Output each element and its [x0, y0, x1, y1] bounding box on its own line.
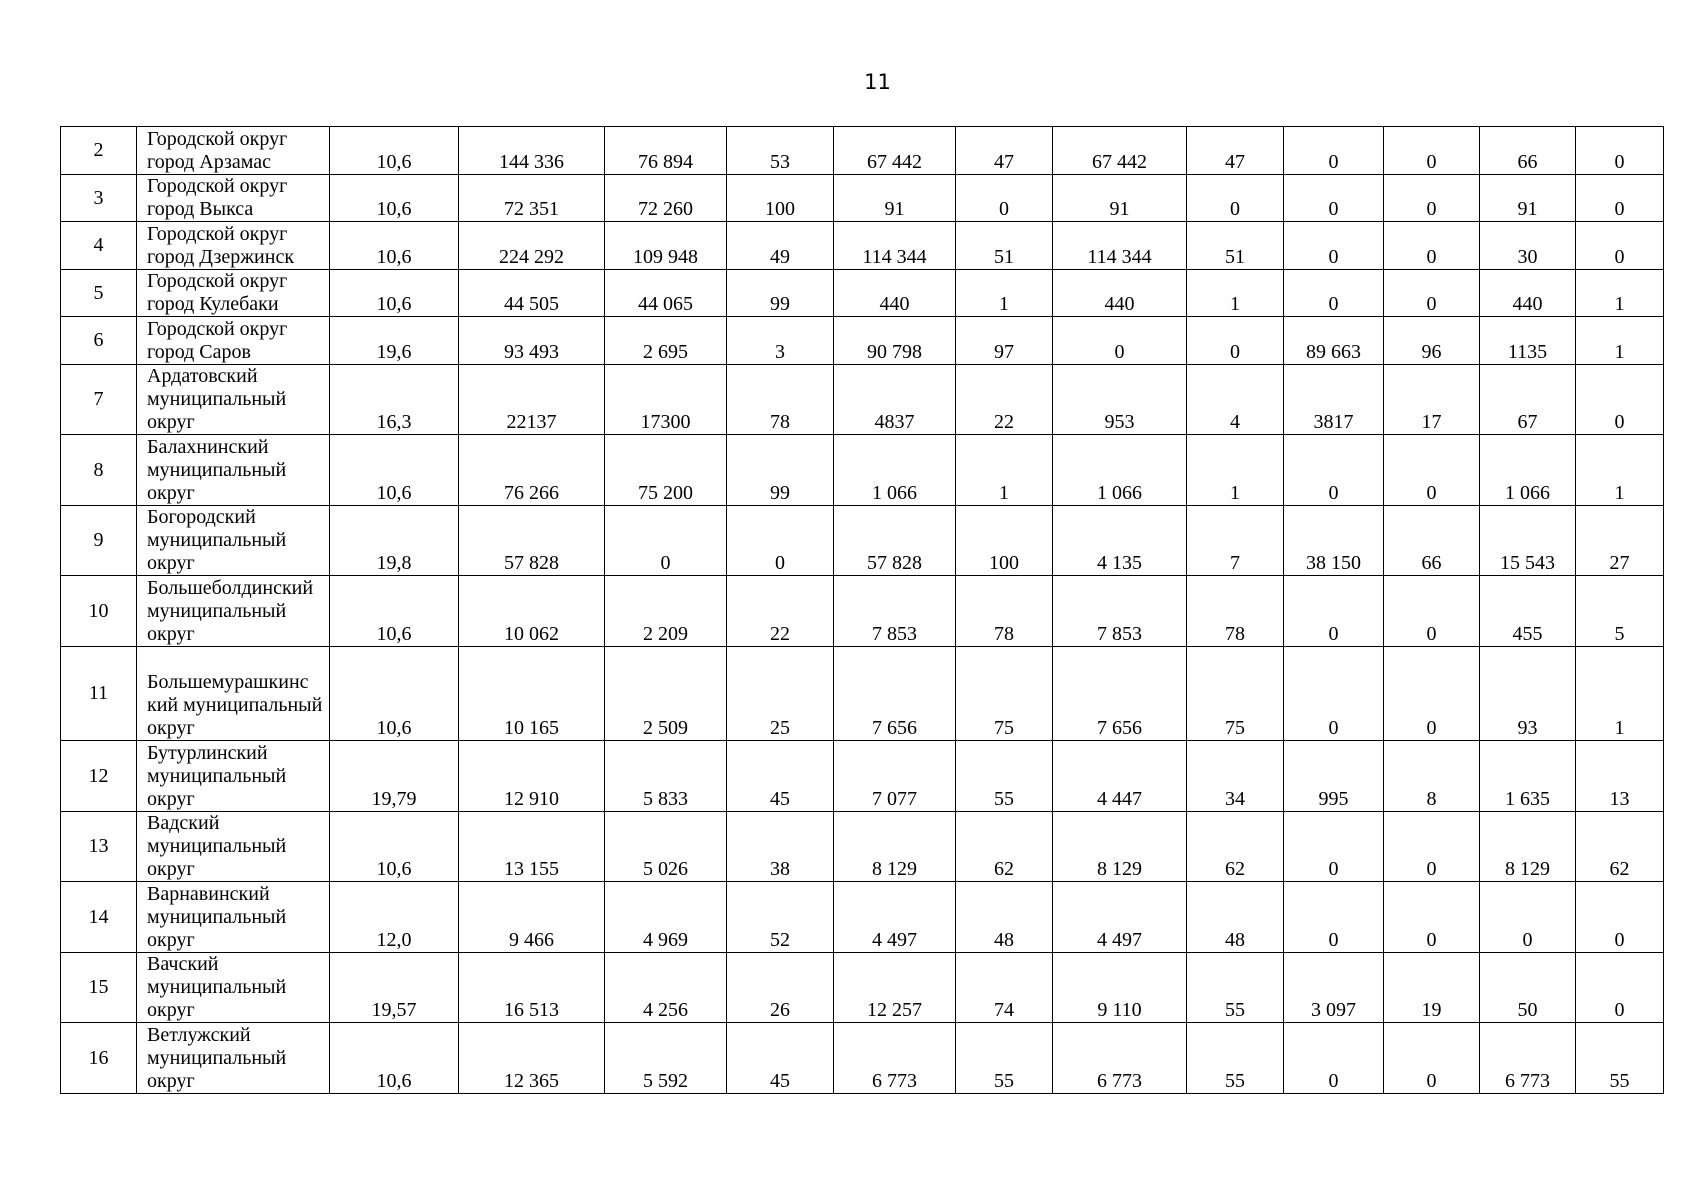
- table-cell: 44 065: [605, 270, 727, 317]
- table-cell: 100: [956, 506, 1053, 576]
- table-cell: 10,6: [330, 576, 459, 647]
- table-cell: 7 656: [834, 647, 956, 741]
- row-number: 3: [61, 175, 137, 222]
- table-cell: 0: [1384, 647, 1480, 741]
- table-cell: 10,6: [330, 270, 459, 317]
- municipality-name: Богородский муниципальный округ: [137, 506, 330, 576]
- table-cell: 96: [1384, 317, 1480, 365]
- municipality-name: Ардатовский муниципальный округ: [137, 365, 330, 435]
- table-cell: 9 466: [459, 882, 605, 953]
- table-cell: 3: [727, 317, 834, 365]
- municipality-name: Большемурашкинс кий муниципальный округ: [137, 647, 330, 741]
- table-cell: 1: [1576, 270, 1664, 317]
- data-table: [60, 126, 1664, 1094]
- table-cell: 93 493: [459, 317, 605, 365]
- table-cell: 4 256: [605, 953, 727, 1023]
- municipality-name: Вадский муниципальный округ: [137, 812, 330, 882]
- table-cell: 7 853: [834, 576, 956, 647]
- table-cell: 7: [1187, 506, 1284, 576]
- table-cell: 0: [1384, 1023, 1480, 1094]
- table-row: [61, 365, 1664, 435]
- table-row: [61, 576, 1664, 647]
- table-cell: 9 110: [1053, 953, 1187, 1023]
- table-cell: 0: [1480, 882, 1576, 953]
- table-cell: 0: [1284, 576, 1384, 647]
- table-row: [61, 506, 1664, 576]
- table-cell: 67 442: [834, 127, 956, 175]
- municipality-name: Городской округ город Кулебаки: [137, 270, 330, 317]
- table-cell: 10,6: [330, 647, 459, 741]
- table-cell: 27: [1576, 506, 1664, 576]
- table-cell: 50: [1480, 953, 1576, 1023]
- table-cell: 1 066: [1480, 435, 1576, 506]
- table-cell: 10 062: [459, 576, 605, 647]
- table-cell: 2 695: [605, 317, 727, 365]
- municipality-name: Бутурлинский муниципальный округ: [137, 741, 330, 812]
- row-number: 2: [61, 127, 137, 175]
- table-cell: 10,6: [330, 222, 459, 270]
- table-cell: 66: [1384, 506, 1480, 576]
- table-cell: 72 260: [605, 175, 727, 222]
- table-cell: 10,6: [330, 175, 459, 222]
- table-cell: 45: [727, 741, 834, 812]
- table-cell: 6 773: [834, 1023, 956, 1094]
- row-number: 8: [61, 435, 137, 506]
- table-cell: 0: [605, 506, 727, 576]
- table-cell: 0: [956, 175, 1053, 222]
- table-cell: 455: [1480, 576, 1576, 647]
- table-cell: 52: [727, 882, 834, 953]
- table-cell: 0: [1576, 365, 1664, 435]
- table-row: [61, 741, 1664, 812]
- table-cell: 47: [1187, 127, 1284, 175]
- table-cell: 17300: [605, 365, 727, 435]
- table-cell: 66: [1480, 127, 1576, 175]
- table-cell: 8 129: [1053, 812, 1187, 882]
- row-number: 11: [61, 647, 137, 741]
- table-cell: 440: [1053, 270, 1187, 317]
- table-cell: 1: [1576, 435, 1664, 506]
- table-cell: 53: [727, 127, 834, 175]
- table-cell: 4 497: [834, 882, 956, 953]
- table-cell: 1135: [1480, 317, 1576, 365]
- table-row: [61, 953, 1664, 1023]
- table-cell: 89 663: [1284, 317, 1384, 365]
- table-cell: 12 257: [834, 953, 956, 1023]
- table-cell: 1: [1187, 270, 1284, 317]
- table-cell: 19: [1384, 953, 1480, 1023]
- municipality-name: Городской округ город Дзержинск: [137, 222, 330, 270]
- table-cell: 0: [1384, 270, 1480, 317]
- table-cell: 224 292: [459, 222, 605, 270]
- table-cell: 12 910: [459, 741, 605, 812]
- table-cell: 0: [1384, 882, 1480, 953]
- table-row: [61, 647, 1664, 741]
- table-row: [61, 435, 1664, 506]
- table-cell: 10,6: [330, 435, 459, 506]
- table-cell: 100: [727, 175, 834, 222]
- table-cell: 55: [1187, 1023, 1284, 1094]
- table-cell: 16,3: [330, 365, 459, 435]
- table-cell: 10,6: [330, 127, 459, 175]
- row-number: 14: [61, 882, 137, 953]
- table-cell: 6 773: [1480, 1023, 1576, 1094]
- table-cell: 0: [1284, 435, 1384, 506]
- table-cell: 1 066: [834, 435, 956, 506]
- row-number: 7: [61, 365, 137, 435]
- table-cell: 67: [1480, 365, 1576, 435]
- table-cell: 62: [1576, 812, 1664, 882]
- table-cell: 97: [956, 317, 1053, 365]
- table-cell: 55: [956, 1023, 1053, 1094]
- table-cell: 48: [956, 882, 1053, 953]
- table-cell: 75 200: [605, 435, 727, 506]
- table-cell: 4 497: [1053, 882, 1187, 953]
- table-cell: 15 543: [1480, 506, 1576, 576]
- table-cell: 76 894: [605, 127, 727, 175]
- table-cell: 26: [727, 953, 834, 1023]
- table-cell: 57 828: [459, 506, 605, 576]
- table-cell: 10,6: [330, 1023, 459, 1094]
- table-cell: 67 442: [1053, 127, 1187, 175]
- row-number: 13: [61, 812, 137, 882]
- table-cell: 62: [956, 812, 1053, 882]
- table-cell: 75: [956, 647, 1053, 741]
- table-cell: 19,57: [330, 953, 459, 1023]
- table-cell: 4: [1187, 365, 1284, 435]
- table-cell: 0: [1576, 882, 1664, 953]
- table-cell: 44 505: [459, 270, 605, 317]
- row-number: 10: [61, 576, 137, 647]
- municipality-name: Городской округ город Арзамас: [137, 127, 330, 175]
- table-cell: 10,6: [330, 812, 459, 882]
- table-cell: 17: [1384, 365, 1480, 435]
- table-cell: 4837: [834, 365, 956, 435]
- table-cell: 1: [1576, 647, 1664, 741]
- table-cell: 3817: [1284, 365, 1384, 435]
- table-cell: 953: [1053, 365, 1187, 435]
- table-cell: 78: [1187, 576, 1284, 647]
- table-cell: 91: [834, 175, 956, 222]
- table-cell: 38: [727, 812, 834, 882]
- table-cell: 72 351: [459, 175, 605, 222]
- table-cell: 55: [1576, 1023, 1664, 1094]
- table-cell: 38 150: [1284, 506, 1384, 576]
- table-cell: 13: [1576, 741, 1664, 812]
- table-cell: 0: [1284, 175, 1384, 222]
- table-cell: 0: [1053, 317, 1187, 365]
- table-cell: 91: [1053, 175, 1187, 222]
- table-cell: 75: [1187, 647, 1284, 741]
- row-number: 12: [61, 741, 137, 812]
- municipality-name: Варнавинский муниципальный округ: [137, 882, 330, 953]
- row-number: 5: [61, 270, 137, 317]
- table-row: [61, 812, 1664, 882]
- table-cell: 8 129: [834, 812, 956, 882]
- table-cell: 12,0: [330, 882, 459, 953]
- table-row: [61, 127, 1664, 175]
- table-cell: 51: [956, 222, 1053, 270]
- table-cell: 30: [1480, 222, 1576, 270]
- table-cell: 78: [956, 576, 1053, 647]
- table-cell: 1: [1187, 435, 1284, 506]
- table-cell: 1: [1576, 317, 1664, 365]
- row-number: 6: [61, 317, 137, 365]
- table-cell: 114 344: [834, 222, 956, 270]
- table-cell: 16 513: [459, 953, 605, 1023]
- municipality-name: Вачский муниципальный округ: [137, 953, 330, 1023]
- table-cell: 4 969: [605, 882, 727, 953]
- municipality-name: Городской округ город Саров: [137, 317, 330, 365]
- table-cell: 0: [1576, 127, 1664, 175]
- table-cell: 0: [1187, 175, 1284, 222]
- table-cell: 0: [1384, 222, 1480, 270]
- table-cell: 51: [1187, 222, 1284, 270]
- table-cell: 8: [1384, 741, 1480, 812]
- table-cell: 0: [1284, 882, 1384, 953]
- table-cell: 7 853: [1053, 576, 1187, 647]
- table-cell: 0: [1284, 1023, 1384, 1094]
- table-cell: 7 077: [834, 741, 956, 812]
- table-cell: 19,6: [330, 317, 459, 365]
- table-cell: 55: [1187, 953, 1284, 1023]
- municipality-name: Большеболдинский муниципальный округ: [137, 576, 330, 647]
- table-cell: 0: [1384, 576, 1480, 647]
- table-cell: 99: [727, 435, 834, 506]
- municipality-name: Ветлужский муниципальный округ: [137, 1023, 330, 1094]
- table-cell: 49: [727, 222, 834, 270]
- table-cell: 5 833: [605, 741, 727, 812]
- row-number: 16: [61, 1023, 137, 1094]
- table-row: [61, 222, 1664, 270]
- table-cell: 440: [1480, 270, 1576, 317]
- table-cell: 10 165: [459, 647, 605, 741]
- table-cell: 0: [1576, 175, 1664, 222]
- table-cell: 22137: [459, 365, 605, 435]
- table-row: [61, 882, 1664, 953]
- table-cell: 2 209: [605, 576, 727, 647]
- table-cell: 4 447: [1053, 741, 1187, 812]
- table-cell: 114 344: [1053, 222, 1187, 270]
- table-cell: 62: [1187, 812, 1284, 882]
- table-cell: 34: [1187, 741, 1284, 812]
- table-cell: 45: [727, 1023, 834, 1094]
- table-cell: 0: [1384, 127, 1480, 175]
- table-cell: 47: [956, 127, 1053, 175]
- table-cell: 22: [727, 576, 834, 647]
- table-cell: 19,8: [330, 506, 459, 576]
- table-cell: 6 773: [1053, 1023, 1187, 1094]
- table-cell: 93: [1480, 647, 1576, 741]
- table-cell: 8 129: [1480, 812, 1576, 882]
- municipality-name: Городской округ город Выкса: [137, 175, 330, 222]
- table-cell: 1 635: [1480, 741, 1576, 812]
- table-cell: 0: [727, 506, 834, 576]
- table-cell: 5: [1576, 576, 1664, 647]
- table-cell: 4 135: [1053, 506, 1187, 576]
- page-number: 11: [864, 70, 891, 94]
- table-cell: 76 266: [459, 435, 605, 506]
- table-cell: 995: [1284, 741, 1384, 812]
- table-cell: 1: [956, 270, 1053, 317]
- table-cell: 440: [834, 270, 956, 317]
- table-cell: 2 509: [605, 647, 727, 741]
- table-cell: 109 948: [605, 222, 727, 270]
- table-cell: 0: [1284, 647, 1384, 741]
- table-cell: 0: [1284, 127, 1384, 175]
- table-cell: 0: [1284, 222, 1384, 270]
- table-cell: 0: [1576, 222, 1664, 270]
- row-number: 9: [61, 506, 137, 576]
- table-cell: 90 798: [834, 317, 956, 365]
- table-cell: 19,79: [330, 741, 459, 812]
- table-row: [61, 317, 1664, 365]
- table-cell: 12 365: [459, 1023, 605, 1094]
- table-cell: 55: [956, 741, 1053, 812]
- table-cell: 57 828: [834, 506, 956, 576]
- table-cell: 99: [727, 270, 834, 317]
- table-cell: 144 336: [459, 127, 605, 175]
- table-cell: 3 097: [1284, 953, 1384, 1023]
- table-cell: 5 592: [605, 1023, 727, 1094]
- row-number: 15: [61, 953, 137, 1023]
- table-cell: 0: [1284, 270, 1384, 317]
- table-cell: 74: [956, 953, 1053, 1023]
- table-cell: 22: [956, 365, 1053, 435]
- row-number: 4: [61, 222, 137, 270]
- table-cell: 0: [1187, 317, 1284, 365]
- table-row: [61, 1023, 1664, 1094]
- table-cell: 0: [1284, 812, 1384, 882]
- table-cell: 25: [727, 647, 834, 741]
- table-cell: 78: [727, 365, 834, 435]
- table-row: [61, 270, 1664, 317]
- table-cell: 0: [1384, 435, 1480, 506]
- table-cell: 7 656: [1053, 647, 1187, 741]
- table-row: [61, 175, 1664, 222]
- table-cell: 5 026: [605, 812, 727, 882]
- table-cell: 48: [1187, 882, 1284, 953]
- table-cell: 0: [1384, 812, 1480, 882]
- table-cell: 1: [956, 435, 1053, 506]
- table-cell: 1 066: [1053, 435, 1187, 506]
- table-cell: 0: [1576, 953, 1664, 1023]
- table-cell: 91: [1480, 175, 1576, 222]
- municipality-name: Балахнинский муниципальный округ: [137, 435, 330, 506]
- table-cell: 13 155: [459, 812, 605, 882]
- table-cell: 0: [1384, 175, 1480, 222]
